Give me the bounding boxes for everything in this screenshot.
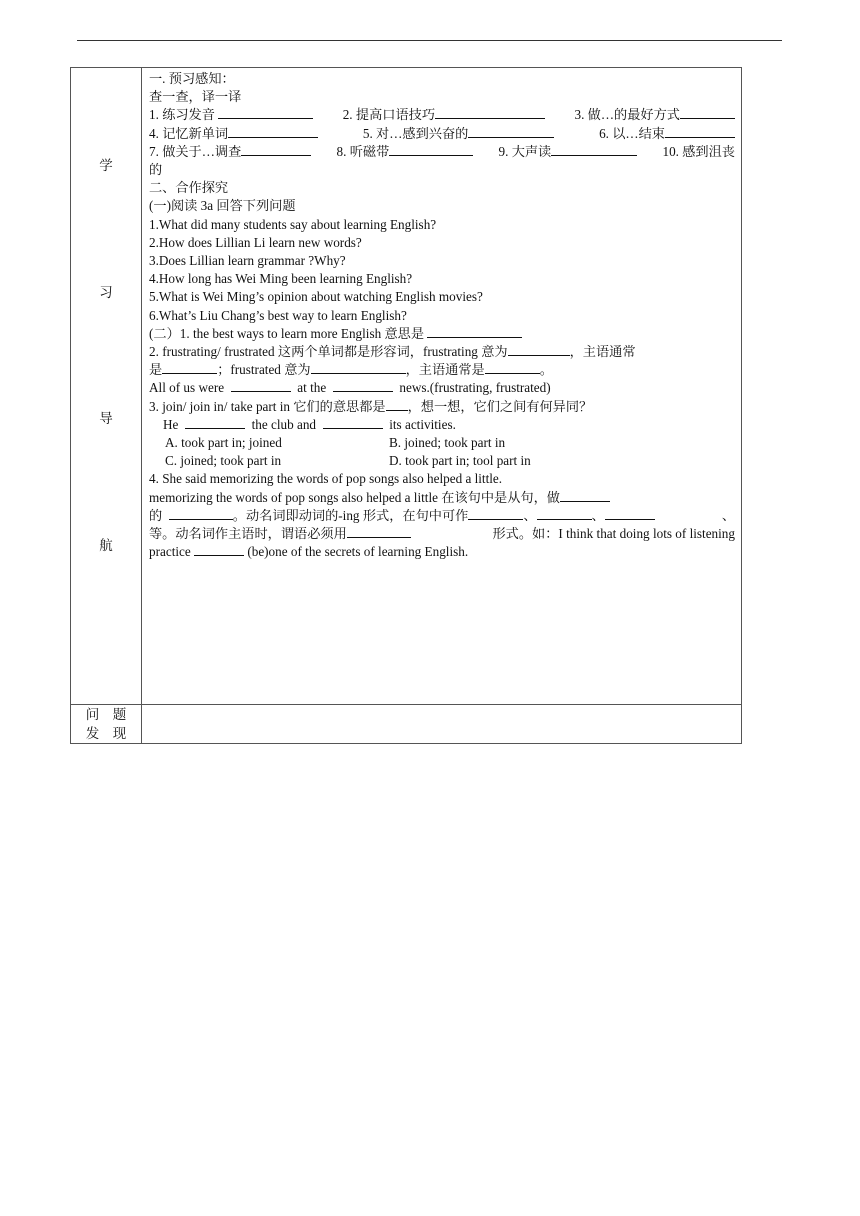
- question-1: 1.What did many students say about learning English?: [149, 216, 437, 232]
- side-label-xi: 习: [99, 284, 113, 300]
- item2-line1: 2. frustrating/ frustrated 这两个单词都是形容词，frustrating 意为 ，主语通常: [149, 344, 636, 360]
- he-sentence: He the club and its activities.: [163, 416, 456, 432]
- answer-blank[interactable]: [508, 343, 570, 356]
- answer-blank[interactable]: [218, 106, 313, 119]
- answer-blank[interactable]: [485, 361, 540, 374]
- answer-blank[interactable]: [537, 507, 592, 520]
- content-cell: [142, 68, 742, 705]
- option-d[interactable]: D. took part in; tool part in: [389, 453, 531, 469]
- item3-line: 3. join/ join in/ take part in 它们的意思都是 ，想一想，它们之间有何异同？: [149, 398, 593, 414]
- question-4: 4.How long has Wei Ming been learning English?: [149, 271, 413, 287]
- part2-item1: (二）1. the best ways to learn more English 意思是: [149, 325, 735, 343]
- side-label-xue: 学: [99, 158, 113, 173]
- question-3: 3.Does Lillian learn grammar ?Why?: [149, 253, 346, 269]
- answer-blank[interactable]: [347, 525, 411, 538]
- side-label-hang: 航: [99, 537, 113, 553]
- answer-blank[interactable]: [560, 489, 610, 502]
- question-5: 5.What is Wei Ming’s opinion about watching English movies?: [149, 289, 483, 305]
- item4-line3: 等。动名词作主语时，谓语必须用 形式。如：I think that doing lots of listening: [149, 526, 735, 542]
- issue-content-cell[interactable]: [142, 705, 742, 744]
- answer-blank[interactable]: [680, 106, 735, 119]
- answer-blank[interactable]: [386, 398, 408, 411]
- side-label-cell: [71, 68, 142, 705]
- answer-blank[interactable]: [231, 379, 291, 392]
- item4-line1: memorizing the words of pop songs also helped a little 在该句中是从句，做: [149, 489, 735, 507]
- section2-title: 二、合作探究: [149, 180, 229, 196]
- guide-row: [71, 68, 742, 705]
- item4-line4: practice (be)one of the secrets of learning English.: [149, 544, 469, 560]
- answer-blank[interactable]: [323, 416, 383, 429]
- issue-label-line1: 问 题: [85, 707, 127, 722]
- answer-blank[interactable]: [435, 106, 545, 119]
- side-label-dao: 导: [99, 411, 113, 427]
- answer-blank[interactable]: [605, 507, 655, 520]
- answer-blank[interactable]: [162, 361, 217, 374]
- option-c[interactable]: C. joined; took part in: [165, 453, 282, 469]
- options-row-2: [149, 452, 735, 470]
- answer-blank[interactable]: [468, 507, 523, 520]
- item4-line2: 的 。动名词即动词的-ing 形式，在句中可作 、 、 、: [149, 507, 735, 523]
- vocab-row-2: 4. 记忆新单词 5. 对…感到兴奋的 6. 以…结束: [149, 125, 735, 143]
- vocab-row-3: 7. 做关于…调查 8. 听磁带 9. 大声读 10. 感到沮丧: [149, 143, 735, 159]
- answer-blank[interactable]: [169, 507, 233, 520]
- option-a[interactable]: A. took part in; joined: [165, 435, 282, 451]
- part1-title: (一)阅读 3a 回答下列问题: [149, 198, 296, 214]
- issue-row: [71, 705, 742, 744]
- answer-blank[interactable]: [311, 361, 406, 374]
- option-b[interactable]: B. joined; took part in: [389, 435, 506, 451]
- header-rule: [77, 40, 782, 41]
- answer-blank[interactable]: [468, 125, 554, 138]
- answer-blank[interactable]: [427, 325, 522, 338]
- vocab-row-3-wrap: 的: [149, 162, 163, 178]
- answer-blank[interactable]: [228, 125, 318, 138]
- item4-title: 4. She said memorizing the words of pop songs also helped a little.: [149, 471, 503, 487]
- issue-label-line2: 发 现: [85, 726, 127, 741]
- answer-blank[interactable]: [241, 143, 311, 156]
- study-guide-table: [70, 67, 742, 744]
- answer-blank[interactable]: [389, 143, 473, 156]
- vocab-row-1: 1. 练习发音 2. 提高口语技巧 3. 做…的最好方式: [149, 106, 735, 124]
- options-row-1: [149, 434, 735, 452]
- all-of-us-sentence: All of us were at the news.(frustrating, frustrated): [149, 380, 551, 396]
- section1-title: 一. 预习感知：: [149, 71, 235, 86]
- answer-blank[interactable]: [333, 379, 393, 392]
- question-2: 2.How does Lillian Li learn new words?: [149, 234, 362, 250]
- answer-blank[interactable]: [665, 125, 735, 138]
- answer-blank[interactable]: [194, 543, 244, 556]
- question-6: 6.What’s Liu Chang’s best way to learn English?: [149, 307, 407, 323]
- issue-label-cell: [71, 705, 142, 744]
- item2-line2: 是 ；frustrated 意为 ，主语通常是 。: [149, 362, 553, 378]
- answer-blank[interactable]: [185, 416, 245, 429]
- section1-subtitle: 查一查，译一译: [149, 89, 242, 105]
- answer-blank[interactable]: [551, 143, 637, 156]
